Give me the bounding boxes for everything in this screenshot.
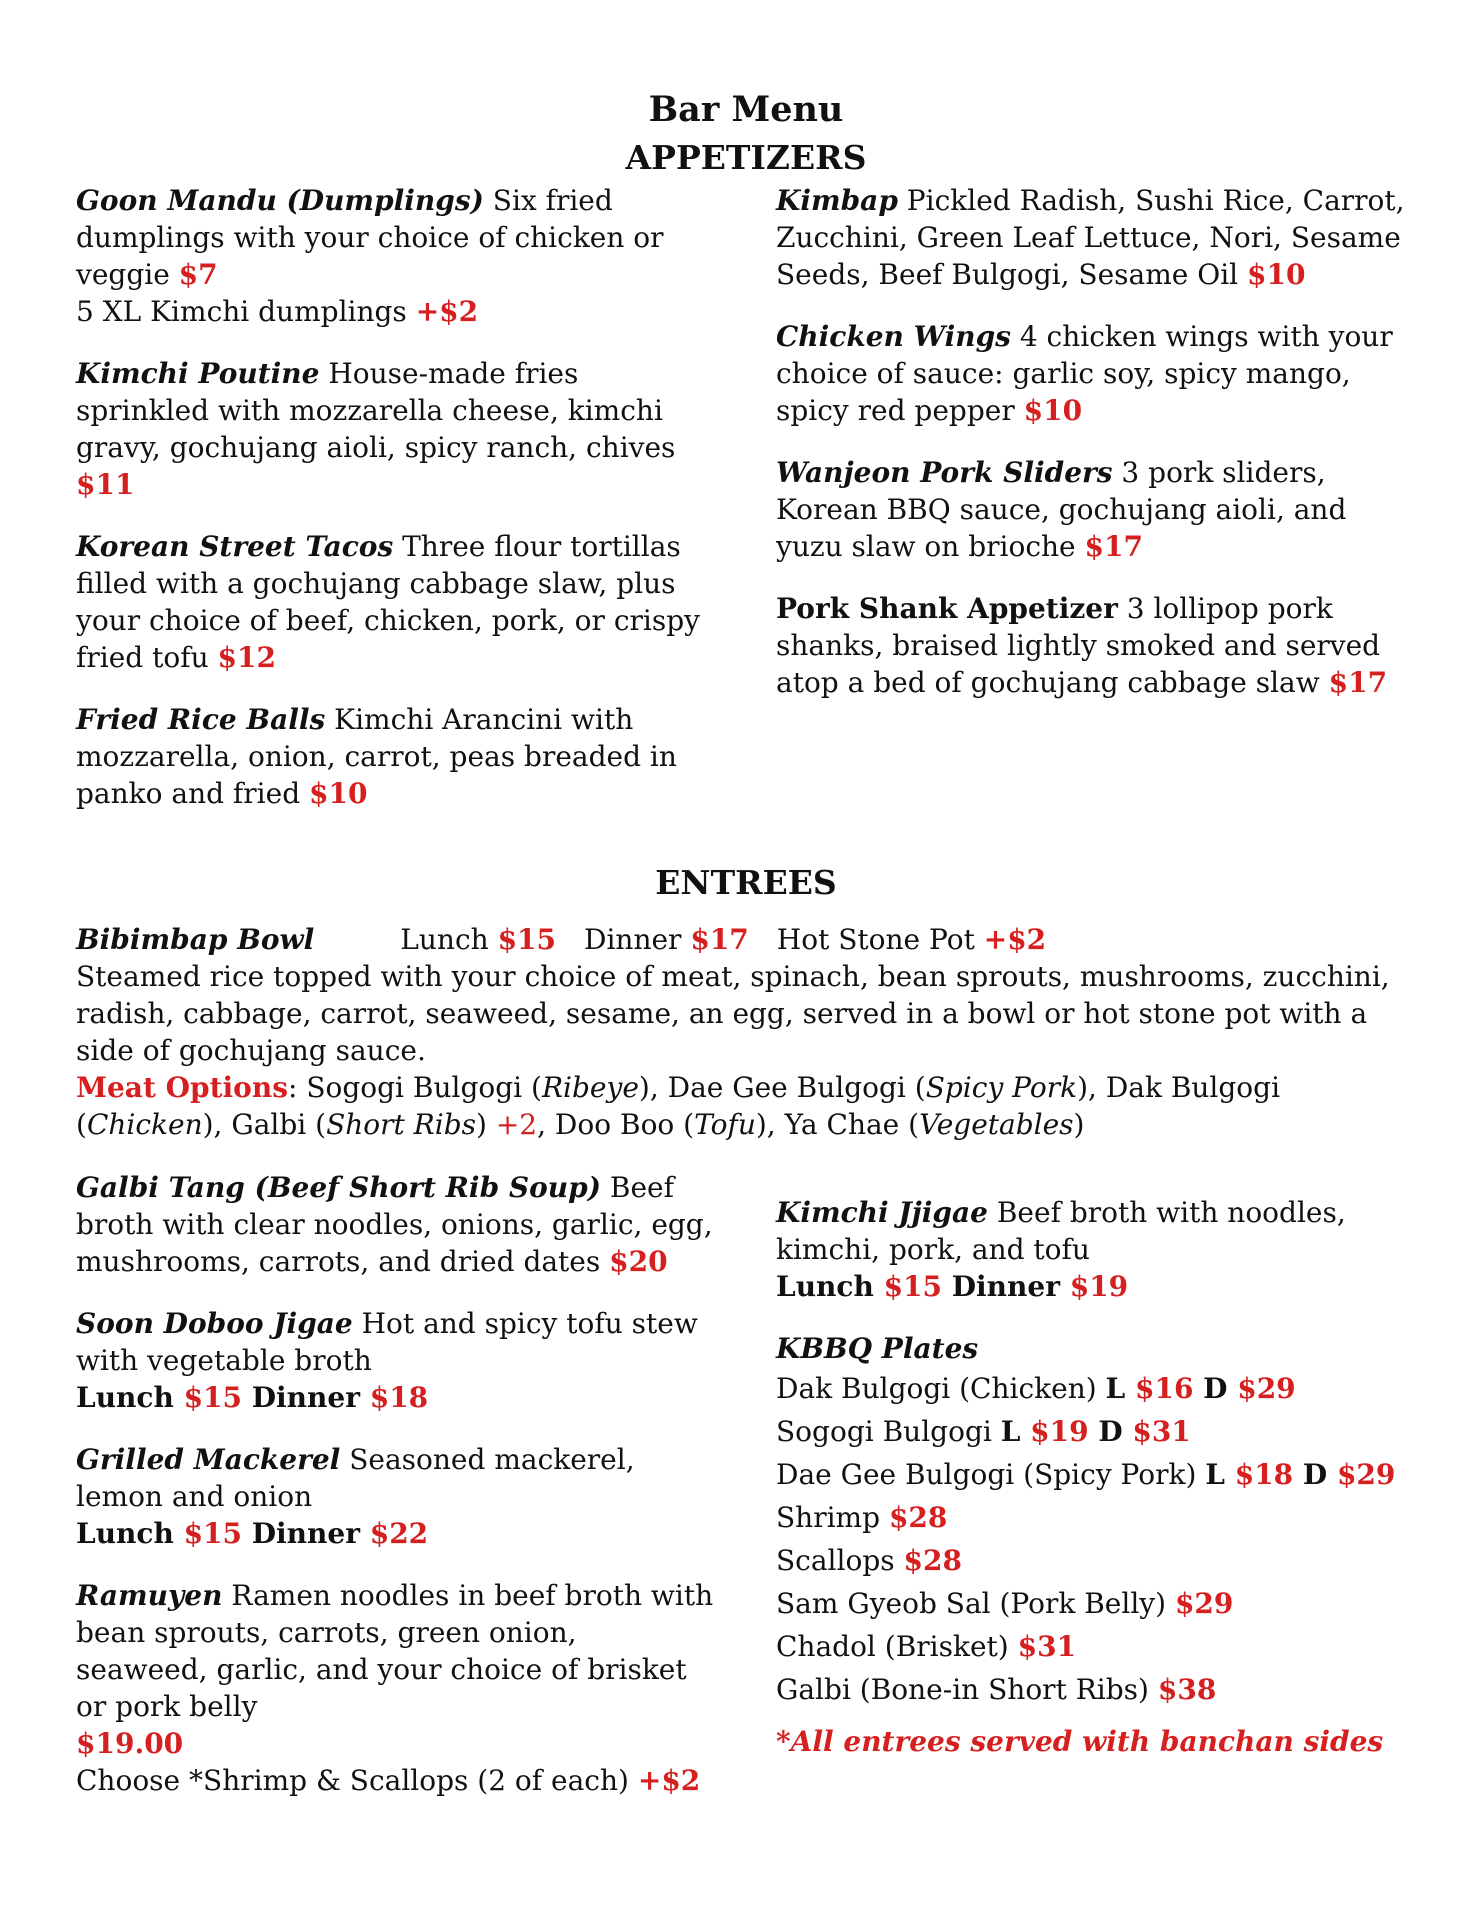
item-name: Wanjeon Pork Sliders [776,456,1113,489]
item-price: $7 [178,258,218,291]
item-price: $19.00 [76,1727,184,1760]
item-name: Kimchi Poutine [76,357,320,390]
page-title: Bar Menu [648,89,844,130]
kbbq-item: Galbi (Bone-in Short Ribs) [776,1673,1158,1706]
item-name: Fried Rice Balls [76,703,326,736]
menu-item-kimchi-poutine [76,355,716,503]
item-desc: Hot and spicy tofu stew with vegetable broth [76,1307,698,1377]
meat-options: Meat Options: Sogogi Bulgogi (Ribeye), Dae Gee Bulgogi (Spicy Pork), Dak Bulgogi (Chicken), Galbi (Short Ribs) +2, Doo Boo (Tofu), Ya Chae (Vegetables) [76,1071,1281,1141]
menu-item-wanjeon-pork-sliders [776,454,1416,565]
lunch-label: Lunch [76,1381,184,1414]
meat-option-detail: Chicken [86,1108,203,1141]
kbbq-row [776,1367,1416,1410]
kbbq-row [776,1410,1416,1453]
lunch-price: $15 [183,1381,243,1414]
item-desc: Ramen noodles in beef broth with bean sprouts, carrots, green onion, seaweed, garlic, and your choice of brisket or pork belly [76,1579,714,1723]
dinner-price: $29 [1237,1372,1296,1405]
kbbq-row [776,1539,1416,1582]
kbbq-row [776,1625,1416,1668]
meat-option-detail: Spicy Pork [925,1071,1078,1104]
appetizers-left-column [76,182,716,837]
menu-item-kimchi-jjigae [776,1194,1416,1305]
kbbq-item: Chadol (Brisket) [776,1630,1018,1663]
item-desc: Kimchi Arancini with mozzarella, onion, carrot, peas breaded in panko and fried [76,703,677,810]
lunch-abbr: L [1105,1372,1135,1405]
item-name: Kimchi Jjigae [776,1196,988,1229]
kbbq-row [776,1496,1416,1539]
lunch-price: $19 [1030,1415,1089,1448]
lunch-abbr: L [1205,1458,1235,1491]
kbbq-row [776,1668,1416,1711]
lunch-abbr: L [1000,1415,1031,1448]
meat-option-detail: Tofu [694,1108,756,1141]
item-name: Kimbap [776,184,898,217]
menu-item-chicken-wings [776,318,1416,429]
meat-option-close: ) [1073,1108,1085,1141]
meat-option: Galbi ( [231,1108,327,1141]
meat-option-close: ) [476,1108,496,1141]
lunch-price: $15 [883,1270,943,1303]
lunch-price: $18 [1234,1458,1294,1491]
menu-item-soon-doboo-jigae [76,1305,716,1416]
item-desc: Six fried dumplings with your choice of chicken or veggie [76,184,664,291]
menu-item-pork-shank-appetizer [776,590,1416,701]
kbbq-heading: KBBQ Plates [776,1332,979,1365]
item-name: Pork Shank Appetizer [776,592,1118,625]
appetizers-right-column [776,182,1416,837]
dinner-abbr: D [1088,1415,1133,1448]
entrees-heading: ENTREES [655,863,837,902]
item-name: Bibimbap Bowl [76,923,315,956]
dinner-abbr: D [1193,1372,1238,1405]
appetizers-heading: APPETIZERS [625,138,867,177]
item-name: Grilled Mackerel [76,1443,341,1476]
hot-stone-pot-label: Hot Stone Pot [776,923,984,956]
bibimbap-header [76,921,1416,958]
dinner-price: $18 [369,1381,429,1414]
meat-option: Dak Bulgogi ( [76,1071,1281,1141]
menu-item-goon-mandu [76,182,716,330]
meat-option: Sogogi Bulgogi ( [306,1071,542,1104]
galbi-extra-price: +2 [495,1108,538,1141]
meat-option-detail: Vegetables [919,1108,1074,1141]
meat-option: Ya Chae ( [784,1108,920,1141]
dinner-label: Dinner [942,1270,1070,1303]
item-price: $10 [1247,258,1306,291]
item-name: Ramuyen [76,1579,223,1612]
bibimbap-description: Steamed rice topped with your choice of meat, spinach, bean sprouts, mushrooms, zucchini, radish, cabbage, carrot, seaweed, sesame, an egg, served in a bowl or hot stone pot with a side of gochujang sauce. [76,960,1390,1067]
dinner-abbr: D [1293,1458,1337,1491]
item-price: $12 [217,641,276,674]
item-price: $17 [1328,666,1388,699]
item-price: $11 [76,468,135,501]
meat-option-close: ), [638,1071,668,1104]
meat-option: Dae Gee Bulgogi ( [667,1071,926,1104]
meat-option-close: ), [1077,1071,1106,1104]
item-price: $10 [1023,394,1083,427]
dinner-price: $29 [1336,1458,1396,1491]
item-extra: 5 XL Kimchi dumplings [76,295,416,328]
item-price: $17 [1084,530,1143,563]
item-extra: Choose *Shrimp & Scallops (2 of each) [76,1764,638,1797]
menu-item-kimbap [776,182,1416,293]
dinner-price: $17 [690,923,749,956]
meat-options-label: Meat Options [76,1071,288,1104]
lunch-price: $15 [497,923,557,956]
item-price: $38 [1157,1673,1217,1706]
kbbq-row [776,1453,1416,1496]
item-desc: 3 lollipop pork shanks, braised lightly smoked and served atop a bed of gochujang cabbage slaw [776,592,1381,699]
item-desc: Three flour tortillas filled with a gochujang cabbage slaw, plus your choice of beef, chicken, pork, or crispy fried tofu [76,530,700,674]
item-desc: Beef broth with clear noodles, onions, garlic, egg, mushrooms, carrots, and dried dates [76,1171,713,1278]
menu-item-galbi-tang [76,1169,716,1280]
dinner-label: Dinner [584,923,691,956]
banchan-footnote: *All entrees served with banchan sides [776,1725,1384,1758]
lunch-label: Lunch [76,1517,184,1550]
kbbq-item: Dak Bulgogi (Chicken) [776,1372,1106,1405]
entrees-left-column [76,1169,716,1824]
item-price: $28 [903,1544,962,1577]
meat-option-detail: Short Ribs [326,1108,477,1141]
lunch-label: Lunch [400,923,498,956]
menu-page [76,86,1416,1824]
menu-item-grilled-mackerel [76,1441,716,1552]
kbbq-plates [776,1330,1416,1711]
item-extra-price: +$2 [415,295,479,328]
item-name: Soon Doboo Jigae [76,1307,353,1340]
kbbq-row [776,1582,1416,1625]
item-desc: House-made fries sprinkled with mozzarella cheese, kimchi gravy, gochujang aioli, spicy ranch, chives [76,357,676,464]
item-name: Galbi Tang (Beef Short Rib Soup) [76,1171,601,1204]
meat-option-detail: Ribeye [541,1071,639,1104]
hot-stone-pot-price: +$2 [983,923,1047,956]
item-name: Korean Street Tacos [76,530,394,563]
dinner-price: $31 [1132,1415,1191,1448]
kbbq-item: Shrimp [776,1501,889,1534]
kbbq-item: Sogogi Bulgogi [776,1415,1001,1448]
entrees-right-column [776,1169,1416,1824]
meat-option-close: ), [202,1108,232,1141]
lunch-price: $16 [1134,1372,1194,1405]
lunch-label: Lunch [776,1270,884,1303]
item-extra-price: +$2 [637,1764,701,1797]
item-desc: Beef broth with noodles, kimchi, pork, and tofu [776,1196,1346,1266]
item-price: $28 [888,1501,948,1534]
item-desc: Pickled Radish, Sushi Rice, Carrot, Zucchini, Green Leaf Lettuce, Nori, Sesame Seeds, Beef Bulgogi, Sesame Oil [776,184,1405,291]
meat-option-close: ), [755,1108,785,1141]
item-desc: 4 chicken wings with your choice of sauce: garlic soy, spicy mango, spicy red pepper [776,320,1393,427]
bibimbap-block [76,921,1416,1143]
menu-item-fried-rice-balls [76,701,716,812]
entrees-columns [76,1169,1416,1824]
appetizers-columns [76,182,1416,837]
item-price: $29 [1174,1587,1234,1620]
kbbq-item: Dae Gee Bulgogi (Spicy Pork) [776,1458,1206,1491]
item-desc: Seasoned mackerel, lemon and onion [76,1443,635,1513]
dinner-price: $19 [1069,1270,1129,1303]
menu-item-korean-street-tacos [76,528,716,676]
dinner-price: $22 [369,1517,429,1550]
dinner-label: Dinner [242,1381,370,1414]
lunch-price: $15 [183,1517,243,1550]
item-name: Goon Mandu (Dumplings) [76,184,484,217]
item-price: $10 [309,777,368,810]
item-price: $31 [1017,1630,1077,1663]
kbbq-item: Scallops [776,1544,904,1577]
item-name: Chicken Wings [776,320,1011,353]
kbbq-item: Sam Gyeob Sal (Pork Belly) [776,1587,1175,1620]
dinner-label: Dinner [242,1517,370,1550]
menu-item-ramuyen [76,1577,716,1799]
item-desc: 3 pork sliders, Korean BBQ sauce, gochujang aioli, and yuzu slaw on brioche [776,456,1347,563]
meat-option: , Doo Boo ( [537,1108,695,1141]
item-price: $20 [609,1245,668,1278]
